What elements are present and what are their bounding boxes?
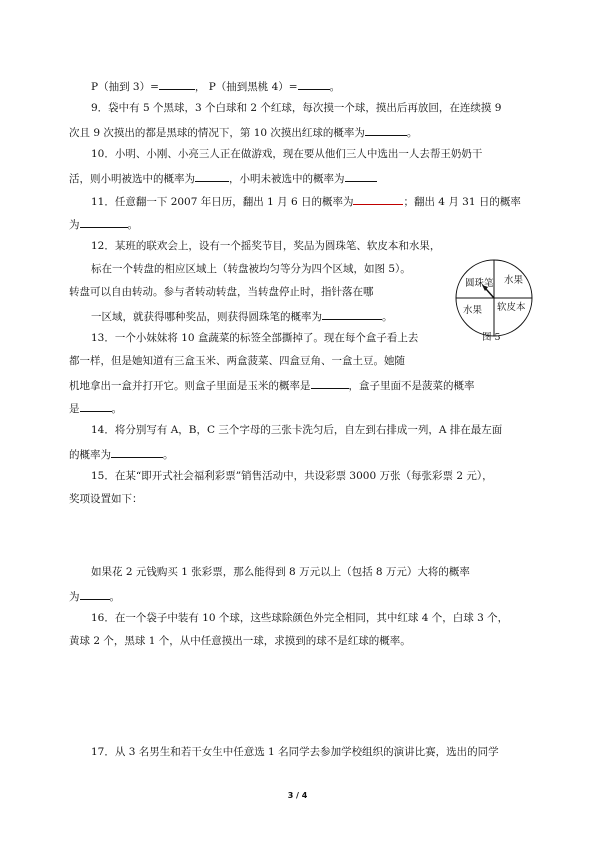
q17-line-1: 17．从 3 名男生和若干女生中任意选 1 名同学去参加学校组织的演讲比赛，选出的同学 [91,746,499,758]
answer-blank [322,308,382,320]
answer-blank [298,78,330,90]
text-period: 。 [329,81,341,93]
q11-line-2 [69,216,138,232]
q10-line-2 [69,170,377,186]
text-period: 。 [406,127,418,139]
q13-text-3: 是 [69,403,80,415]
q13-text-1: 机地拿出一盒并打开它。则盒子里面是玉米的概率是 [69,380,311,392]
q12-line-1: 12．某班的联欢会上，设有一个摇奖节目，奖品为圆珠笔、软皮本和水果， [91,240,441,252]
q15-text: 为 [69,591,80,603]
text-period: 。 [111,403,122,415]
answer-blank [111,446,163,458]
text-period: 。 [382,311,393,323]
q14-line-2 [69,446,174,462]
figure-caption: 图 5 [482,332,501,343]
sector-label-pen: 圆珠笔 [465,278,494,289]
q13-line-4 [69,400,122,416]
text-period: 。 [127,219,138,231]
answer-blank [80,400,112,412]
q16-line-1: 16．在一个袋子中装有 10 个球，这些球除颜色外完全相同，其中红球 4 个，白球 3 个， [91,612,509,624]
spinner-pointer [486,289,494,298]
text-period: 。 [109,591,120,603]
q11-text-1: 11．任意翻一下 2007 年日历，翻出 1 月 6 日的概率为 [91,196,354,208]
q11-text-3: 为 [69,219,80,231]
answer-blank [80,588,110,600]
answer-blank [80,216,128,228]
answer-blank [195,170,229,182]
sector-label-fruit-2: 水果 [463,305,483,316]
q13-line-2: 都一样，但是她知道有三盒玉米、两盒菠菜、四盒豆角、一盒土豆。她随 [69,355,405,367]
answer-blank [353,193,403,205]
q10-line-1: 10．小明、小刚、小亮三人正在做游戏，现在要从他们三人中选出一人去帮王奶奶干 [91,148,483,160]
sector-label-notebook: 软皮本 [497,302,526,313]
answer-blank [365,124,407,136]
q11-text-2: ；翻出 4 月 31 日的概率 [403,196,521,208]
q9-text: 次且 9 次摸出的都是黑球的情况下，第 10 次摸出红球的概率为 [69,127,365,139]
q11-line-1 [91,193,521,209]
sector-label-fruit-1: 水果 [504,275,524,286]
answer-blank [345,170,377,182]
q15-line-3: 如果花 2 元钱购买 1 张彩票，那么能得到 8 万元以上（包括 8 万元）大将的概率 [91,566,470,578]
q12-line-4 [91,308,393,324]
q14-line-1: 14．将分别写有 A，B，C 三个字母的三张卡洗匀后，自左到右排成一列，A 排在最左面 [91,424,503,436]
q13-line-3 [69,377,475,393]
q9-line-1: 9．袋中有 5 个黑球，3 个白球和 2 个红球，每次摸一个球，摸出后再放回，在连续摸 9 [91,102,502,114]
q16-line-2: 黄球 2 个，黑球 1 个，从中任意摸出一球，求摸到的球不是红球的概率。 [69,635,411,647]
q15-line-1: 15．在某“即开式社会福利彩票”销售活动中，共设彩票 3000 万张（每张彩票 2 元）， [91,470,493,482]
answer-blank [311,377,349,389]
text-p-draw-3: P（抽到 3）= [91,81,159,93]
q14-text: 的概率为 [69,449,111,461]
q10-text-2: ，小明未被选中的概率为 [229,173,345,185]
q9-line-2 [69,124,417,140]
q13-line-1: 13．一个小妹妹将 10 盒蔬菜的标签全部撕掉了。现在每个盒子看上去 [91,332,419,344]
q12-line-3: 转盘可以自由转动。参与者转动转盘，当转盘停止时，指针落在哪 [69,286,374,298]
answer-blank [159,78,195,90]
q12-text: 一区域，就获得哪种奖品，则获得圆珠笔的概率为 [91,311,322,323]
q10-text-1: 活，则小明被选中的概率为 [69,173,195,185]
text-p-draw-spade-4: ， P（抽到黑桃 4）= [194,81,298,93]
q13-text-2: ，盒子里面不是菠菜的概率 [348,380,475,392]
q15-line-4 [69,588,120,604]
q15-line-2: 奖项设置如下： [69,493,143,505]
q12-line-2: 标在一个转盘的相应区域上（转盘被均匀等分为四个区域，如图 5）。 [91,263,411,275]
text-period: 。 [163,449,174,461]
page-number: 3 / 4 [287,791,308,800]
q8-probability-line [91,78,340,94]
